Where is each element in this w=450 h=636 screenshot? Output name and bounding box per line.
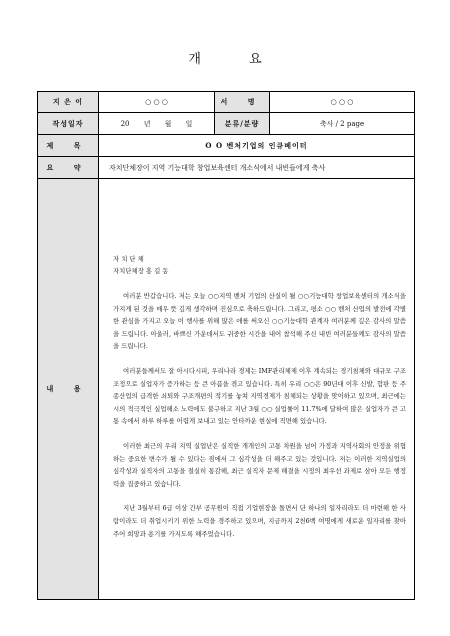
page-title: 개 요 <box>188 52 284 67</box>
summary-form <box>37 91 415 600</box>
summary-value: 자치단체장이 지역 기능대학 창업보육센터 개소식에서 내빈들에게 축사 <box>99 157 415 179</box>
speaker-org: 자 치 단 체 <box>113 254 144 263</box>
position-label: 서 명 <box>215 92 270 113</box>
speech-paragraph: 이러한 최근의 우리 지역 실업난은 실직한 개개인의 고통 차원을 넘어 가정과 지역사회의 안정을 위협하는 중요한 변수가 될 수 있다는 점에서 그 심각성을 더 해주고 있는 것입니다. 저는 이러한 지역실업의 심각성과 실직자의 고통을 절실히 통감해, 최근 실직자 문제 해결을 시정의 최우선 과제로 삼아 모든 행정력을 집중하고 있습니다. <box>113 441 406 488</box>
speech-paragraph: 여러분 반갑습니다. 저는 오늘 ○○지역 벤처 기업의 산실이 될 ○○기능대학 창업보육센터의 개소식을 가지게 된 것을 매우 뜻 깊게 생각하며 진심으로 축하드립니다. 그리고, 평소 ○○ 벤처 산업의 발전에 각별한 관심을 가지고 오늘 이 행사를 위해 많은 애를 써오신 ○○기능대학 관계자 여러분께 깊은 감사의 말씀을 드립니다. 아울러, 바쁘신 가운데서도 귀중한 시간을 내어 참석해 주신 내빈 여러분들께도 감사의 말씀을 드립니다. <box>113 292 406 351</box>
content-body <box>99 179 415 600</box>
date-value: 20 년 월 일 <box>99 113 215 135</box>
summary-label: 요 약 <box>38 157 99 179</box>
presenter-label: 지 은 이 <box>38 92 99 113</box>
date-label: 작성일자 <box>38 113 99 135</box>
content-label: 내 용 <box>38 179 99 600</box>
speech-paragraph: 지난 3월부터 6급 이상 간부 공무원이 직접 기업현장을 돌면서 단 하나의 일자리라도 더 마련해 한 사람이라도 더 취업시키기 위한 노력을 경주하고 있으며, 지금까지 2천6백 여명에게 새로운 일자리를 찾아 주어 희망과 용기를 가지도록 해주었습니다. <box>113 504 406 538</box>
presenter-value: ○ ○ ○ <box>99 92 215 113</box>
speech-paragraph: 여러분들께서도 잘 아시다시피, 우리나라 경제는 IMF관리체제 이후 계속되는 경기침체와 대규모 구조조정으로 실업자가 증가하는 등 큰 아픔을 겪고 있습니다. 특히 우리 ○○은 90년대 이후 신발, 합판 등 주종산업의 급격한 쇠퇴와 구조개편의 적기를 놓쳐 지역경제가 침체되는 상황을 맞이하고 있으며, 최근에는 시의 적극적인 실업해소 노력에도 불구하고 지난 3월 ○○ 실업률이 11.7%에 달하여 많은 실업자가 큰 고통 속에서 하루 하루를 어렵게 보내고 있는 안타까운 현실에 직면해 있습니다. <box>113 367 406 426</box>
speaker-name: 자치단체장 홍 길 동 <box>113 267 169 276</box>
category-label: 분류/분량 <box>215 113 270 135</box>
category-value: 축사 / 2 page <box>270 113 415 135</box>
position-value: ○ ○ ○ <box>270 92 415 113</box>
subject-label: 제 목 <box>38 135 99 157</box>
subject-value: O O 벤처기업의 인큐베이터 <box>99 135 415 157</box>
